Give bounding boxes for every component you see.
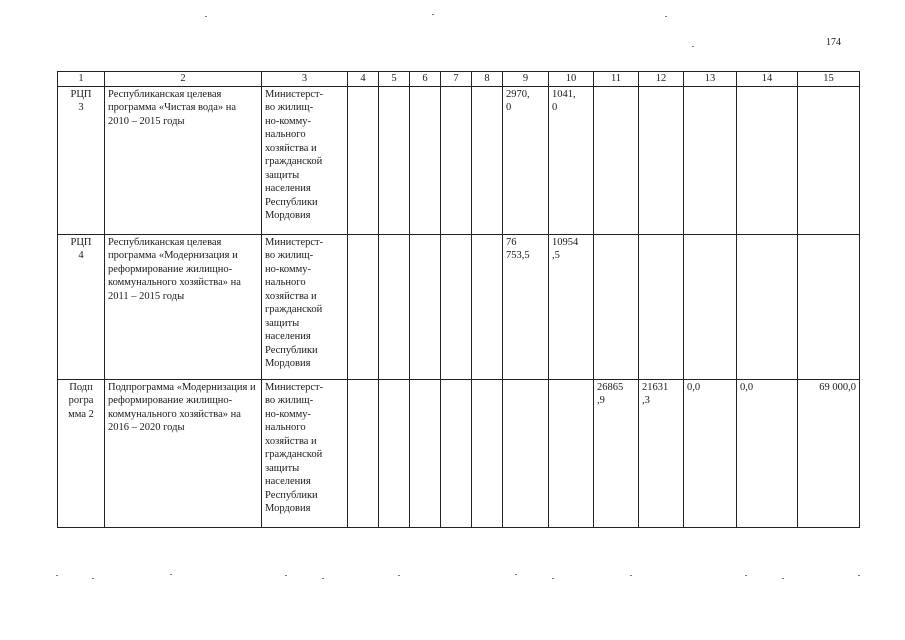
value-cell-col-6 <box>410 86 441 234</box>
scan-speck <box>515 574 517 575</box>
value-cell-col-14 <box>737 234 798 379</box>
col-header-1: 1 <box>58 72 105 87</box>
value-cell-col-15 <box>798 234 860 379</box>
col-header-5: 5 <box>379 72 410 87</box>
value-cell-col-8 <box>472 86 503 234</box>
col-header-4: 4 <box>348 72 379 87</box>
program-name-cell: Республиканская целевая программа «Модернизация и реформирование жилищно-коммунального хозяйства» на 2011 – 2015 годы <box>105 234 262 379</box>
value-cell-col-4 <box>348 86 379 234</box>
table-row <box>58 234 860 379</box>
executor-cell: Министерст- во жилищ- но-комму- нального хозяйства и гражданской защиты населения Республики Мордовия <box>262 379 348 527</box>
scan-speck <box>398 575 400 576</box>
scan-speck <box>56 575 58 576</box>
scan-speck <box>552 578 554 579</box>
value-cell-col-5 <box>379 86 410 234</box>
col-header-3: 3 <box>262 72 348 87</box>
col-header-11: 11 <box>594 72 639 87</box>
value-cell-col-7 <box>441 379 472 527</box>
page-number: 174 <box>826 37 841 48</box>
value-cell-col-6 <box>410 379 441 527</box>
value-cell-col-10: 1041, 0 <box>549 86 594 234</box>
value-cell-col-10: 10954 ,5 <box>549 234 594 379</box>
value-cell-col-14: 0,0 <box>737 379 798 527</box>
value-cell-col-4 <box>348 234 379 379</box>
value-cell-col-9: 76 753,5 <box>503 234 549 379</box>
scan-speck <box>92 578 94 579</box>
value-cell-col-4 <box>348 379 379 527</box>
executor-cell: Министерст- во жилищ- но-комму- нального хозяйства и гражданской защиты населения Республики Мордовия <box>262 234 348 379</box>
col-header-14: 14 <box>737 72 798 87</box>
scan-speck <box>285 575 287 576</box>
value-cell-col-15 <box>798 86 860 234</box>
value-cell-col-11 <box>594 234 639 379</box>
col-header-7: 7 <box>441 72 472 87</box>
value-cell-col-7 <box>441 234 472 379</box>
value-cell-col-5 <box>379 379 410 527</box>
scan-speck <box>170 574 172 575</box>
col-header-6: 6 <box>410 72 441 87</box>
value-cell-col-7 <box>441 86 472 234</box>
scan-speck <box>665 16 667 17</box>
value-cell-col-14 <box>737 86 798 234</box>
table-row <box>58 379 860 527</box>
value-cell-col-12: 21631 ,3 <box>639 379 684 527</box>
scan-speck <box>745 575 747 576</box>
value-cell-col-8 <box>472 379 503 527</box>
scan-speck <box>322 578 324 579</box>
col-header-2: 2 <box>105 72 262 87</box>
value-cell-col-13 <box>684 86 737 234</box>
scan-speck <box>782 578 784 579</box>
scan-speck <box>205 16 207 17</box>
col-header-8: 8 <box>472 72 503 87</box>
value-cell-col-15: 69 000,0 <box>798 379 860 527</box>
value-cell-col-13 <box>684 234 737 379</box>
scan-speck <box>858 575 860 576</box>
value-cell-col-5 <box>379 234 410 379</box>
value-cell-col-11 <box>594 86 639 234</box>
value-cell-col-13: 0,0 <box>684 379 737 527</box>
value-cell-col-6 <box>410 234 441 379</box>
program-code-cell: Подп рогра мма 2 <box>58 379 105 527</box>
col-header-15: 15 <box>798 72 860 87</box>
value-cell-col-9 <box>503 379 549 527</box>
scan-speck <box>692 46 694 47</box>
program-code-cell: РЦП 4 <box>58 234 105 379</box>
scan-speck <box>630 575 632 576</box>
value-cell-col-12 <box>639 86 684 234</box>
program-name-cell: Республиканская целевая программа «Чистая вода» на 2010 – 2015 годы <box>105 86 262 234</box>
col-header-9: 9 <box>503 72 549 87</box>
executor-cell: Министерст- во жилищ- но-комму- нального хозяйства и гражданской защиты населения Республики Мордовия <box>262 86 348 234</box>
value-cell-col-9: 2970, 0 <box>503 86 549 234</box>
program-name-cell: Подпрограмма «Модернизация и реформирование жилищно-коммунального хозяйства» на 2016 – 2020 годы <box>105 379 262 527</box>
header-row <box>58 72 860 87</box>
program-table <box>57 71 860 528</box>
value-cell-col-12 <box>639 234 684 379</box>
value-cell-col-10 <box>549 379 594 527</box>
col-header-12: 12 <box>639 72 684 87</box>
program-code-cell: РЦП 3 <box>58 86 105 234</box>
value-cell-col-11: 26865 ,9 <box>594 379 639 527</box>
col-header-10: 10 <box>549 72 594 87</box>
table-row <box>58 86 860 234</box>
scan-speck <box>432 14 434 15</box>
value-cell-col-8 <box>472 234 503 379</box>
col-header-13: 13 <box>684 72 737 87</box>
